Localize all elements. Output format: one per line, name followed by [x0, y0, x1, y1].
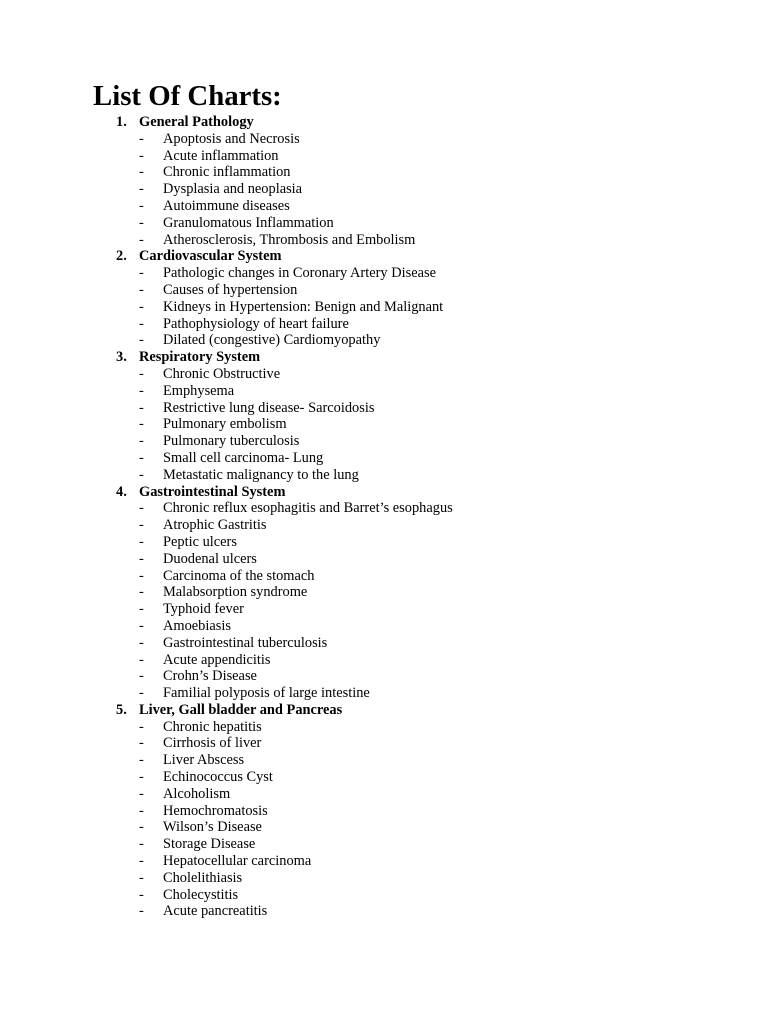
- list-item: [0, 232, 768, 249]
- bullet-dash: -: [139, 449, 144, 466]
- list-item: [0, 752, 768, 769]
- bullet-dash: -: [139, 869, 144, 886]
- list-item-text: Cholelithiasis: [163, 869, 243, 886]
- bullet-dash: -: [139, 718, 144, 735]
- section-title: Respiratory System: [139, 349, 261, 366]
- list-item-text: Cholecystitis: [163, 886, 239, 903]
- bullet-dash: -: [139, 500, 144, 517]
- list-item-text: Hemochromatosis: [163, 802, 268, 819]
- list-item: [0, 332, 768, 349]
- list-item: [0, 164, 768, 181]
- list-item-text: Dysplasia and neoplasia: [163, 181, 303, 198]
- bullet-dash: -: [139, 668, 144, 685]
- bullet-dash: -: [139, 903, 144, 920]
- list-item: [0, 500, 768, 517]
- bullet-dash: -: [139, 466, 144, 483]
- list-item-text: Chronic hepatitis: [163, 718, 262, 735]
- bullet-dash: -: [139, 785, 144, 802]
- list-item-text: Small cell carcinoma- Lung: [163, 449, 324, 466]
- list-item: [0, 685, 768, 702]
- bullet-dash: -: [139, 231, 144, 248]
- bullet-dash: -: [139, 735, 144, 752]
- list-item: [0, 400, 768, 417]
- bullet-dash: -: [139, 533, 144, 550]
- chart-list: [0, 114, 768, 920]
- bullet-dash: -: [139, 164, 144, 181]
- list-item-text: Apoptosis and Necrosis: [163, 130, 300, 147]
- list-item: [0, 517, 768, 534]
- list-item-text: Typhoid fever: [163, 601, 244, 618]
- bullet-dash: -: [139, 433, 144, 450]
- list-item: [0, 534, 768, 551]
- list-item-text: Crohn’s Disease: [163, 668, 257, 685]
- list-item-text: Granulomatous Inflammation: [163, 214, 334, 231]
- list-item: [0, 299, 768, 316]
- list-item-text: Pulmonary tuberculosis: [163, 433, 300, 450]
- bullet-dash: -: [139, 197, 144, 214]
- bullet-dash: -: [139, 315, 144, 332]
- list-item: [0, 467, 768, 484]
- list-item: [0, 887, 768, 904]
- list-item: [0, 215, 768, 232]
- bullet-dash: -: [139, 634, 144, 651]
- list-item: [0, 584, 768, 601]
- bullet-dash: -: [139, 382, 144, 399]
- bullet-dash: -: [139, 584, 144, 601]
- section-heading: [0, 114, 768, 131]
- list-item: [0, 735, 768, 752]
- list-item: [0, 198, 768, 215]
- section-heading: [0, 248, 768, 265]
- bullet-dash: -: [139, 651, 144, 668]
- bullet-dash: -: [139, 298, 144, 315]
- list-item-text: Pathologic changes in Coronary Artery Disease: [163, 265, 436, 282]
- list-item: [0, 383, 768, 400]
- list-item: [0, 416, 768, 433]
- list-item: [0, 181, 768, 198]
- list-item-text: Carcinoma of the stomach: [163, 567, 315, 584]
- list-item-text: Acute inflammation: [163, 147, 279, 164]
- list-item-text: Pathophysiology of heart failure: [163, 315, 349, 332]
- bullet-dash: -: [139, 886, 144, 903]
- bullet-dash: -: [139, 769, 144, 786]
- list-item-text: Chronic reflux esophagitis and Barret’s esophagus: [163, 500, 453, 517]
- list-item-text: Liver Abscess: [163, 752, 245, 769]
- list-item-text: Restrictive lung disease- Sarcoidosis: [163, 399, 375, 416]
- list-item-text: Gastrointestinal tuberculosis: [163, 634, 328, 651]
- bullet-dash: -: [139, 416, 144, 433]
- page-title: List Of Charts:: [93, 80, 282, 112]
- list-item-text: Alcoholism: [163, 785, 231, 802]
- list-item: [0, 719, 768, 736]
- list-item-text: Acute pancreatitis: [163, 903, 268, 920]
- list-item: [0, 316, 768, 333]
- section-title: Cardiovascular System: [139, 248, 282, 265]
- section-heading: [0, 702, 768, 719]
- list-item: [0, 601, 768, 618]
- list-item-text: Pulmonary embolism: [163, 416, 287, 433]
- section-number: 5.: [116, 701, 127, 718]
- list-item: [0, 786, 768, 803]
- bullet-dash: -: [139, 265, 144, 282]
- bullet-dash: -: [139, 836, 144, 853]
- list-item-text: Hepatocellular carcinoma: [163, 853, 312, 870]
- bullet-dash: -: [139, 601, 144, 618]
- bullet-dash: -: [139, 567, 144, 584]
- section-title: General Pathology: [139, 114, 254, 130]
- list-item: [0, 836, 768, 853]
- bullet-dash: -: [139, 332, 144, 349]
- list-item-text: Autoimmune diseases: [163, 197, 290, 214]
- list-item: [0, 668, 768, 685]
- list-item-text: Atrophic Gastritis: [163, 517, 267, 534]
- list-item: [0, 148, 768, 165]
- list-item: [0, 568, 768, 585]
- list-item-text: Amoebiasis: [163, 617, 231, 634]
- list-item: [0, 870, 768, 887]
- bullet-dash: -: [139, 550, 144, 567]
- section-number: 2.: [116, 248, 127, 265]
- bullet-dash: -: [139, 365, 144, 382]
- list-item: [0, 819, 768, 836]
- list-item-text: Echinococcus Cyst: [163, 769, 273, 786]
- list-item: [0, 265, 768, 282]
- section-number: 4.: [116, 483, 127, 500]
- bullet-dash: -: [139, 281, 144, 298]
- bullet-dash: -: [139, 617, 144, 634]
- bullet-dash: -: [139, 399, 144, 416]
- section-heading: [0, 484, 768, 501]
- section-heading: [0, 349, 768, 366]
- bullet-dash: -: [139, 214, 144, 231]
- list-item: [0, 652, 768, 669]
- list-item: [0, 853, 768, 870]
- bullet-dash: -: [139, 819, 144, 836]
- list-item: [0, 635, 768, 652]
- list-item: [0, 769, 768, 786]
- list-item-text: Duodenal ulcers: [163, 550, 257, 567]
- bullet-dash: -: [139, 802, 144, 819]
- list-item: [0, 903, 768, 920]
- list-item-text: Metastatic malignancy to the lung: [163, 466, 359, 483]
- bullet-dash: -: [139, 685, 144, 702]
- list-item-text: Kidneys in Hypertension: Benign and Malignant: [163, 298, 444, 315]
- list-item-text: Malabsorption syndrome: [163, 584, 308, 601]
- bullet-dash: -: [139, 181, 144, 198]
- list-item-text: Chronic inflammation: [163, 164, 291, 181]
- section-title: Gastrointestinal System: [139, 483, 286, 500]
- list-item-text: Acute appendicitis: [163, 651, 271, 668]
- bullet-dash: -: [139, 130, 144, 147]
- list-item-text: Chronic Obstructive: [163, 365, 281, 382]
- list-item-text: Dilated (congestive) Cardiomyopathy: [163, 332, 381, 349]
- bullet-dash: -: [139, 147, 144, 164]
- list-item: [0, 282, 768, 299]
- list-item-text: Peptic ulcers: [163, 533, 237, 550]
- list-item-text: Wilson’s Disease: [163, 819, 262, 836]
- list-item: [0, 433, 768, 450]
- bullet-dash: -: [139, 853, 144, 870]
- list-item-text: Cirrhosis of liver: [163, 735, 262, 752]
- list-item-text: Storage Disease: [163, 836, 256, 853]
- list-item: [0, 803, 768, 820]
- list-item: [0, 450, 768, 467]
- section-number: 1.: [116, 114, 127, 130]
- bullet-dash: -: [139, 752, 144, 769]
- list-item-text: Causes of hypertension: [163, 281, 298, 298]
- list-item: [0, 551, 768, 568]
- list-item-text: Familial polyposis of large intestine: [163, 685, 370, 702]
- list-item-text: Atherosclerosis, Thrombosis and Embolism: [163, 231, 416, 248]
- bullet-dash: -: [139, 517, 144, 534]
- list-item: [0, 618, 768, 635]
- list-item: [0, 366, 768, 383]
- list-item-text: Emphysema: [163, 382, 235, 399]
- section-title: Liver, Gall bladder and Pancreas: [139, 701, 343, 718]
- list-item: [0, 131, 768, 148]
- section-number: 3.: [116, 349, 127, 366]
